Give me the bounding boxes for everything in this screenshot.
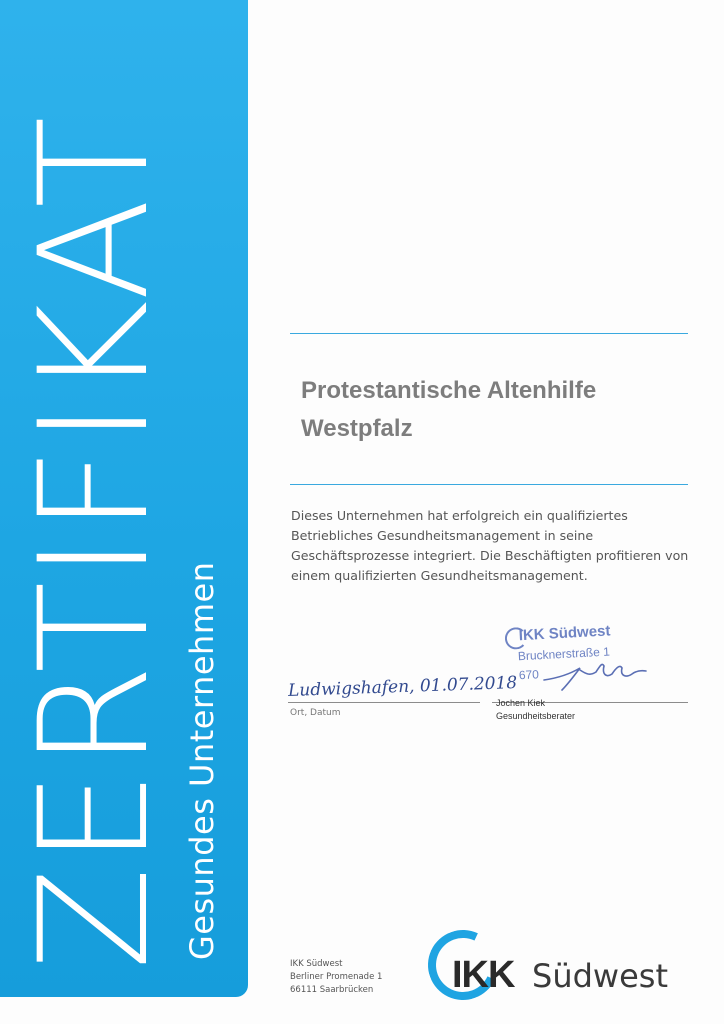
top-divider xyxy=(290,333,688,334)
signer-role: Gesundheitsberater xyxy=(496,711,576,721)
logo-name-text: Südwest xyxy=(532,957,668,995)
logo-ikk-text: IKK xyxy=(452,954,515,996)
middle-divider xyxy=(290,484,688,485)
stamp-street: Brucknerstraße 1 xyxy=(517,644,611,664)
certificate-subtitle: Gesundes Unternehmen xyxy=(183,561,221,960)
stamp-brand: IKK Südwest xyxy=(518,622,611,645)
address-line-1: IKK Südwest xyxy=(290,959,343,969)
address-line-3: 66111 Saarbrücken xyxy=(290,985,374,995)
handwritten-signature xyxy=(540,654,650,694)
signer-name: Jochen Kiek xyxy=(496,698,546,708)
recipient-line-1: Protestantische Altenhilfe xyxy=(301,377,597,404)
place-date-line xyxy=(288,702,480,703)
stamp-city: 670 xyxy=(518,667,540,683)
certificate-description: Dieses Unternehmen hat erfolgreich ein qualifiziertes Betriebliches Gesundheitsmanagement in seine Geschäftsprozesse integriert. Die Beschäftigten profitieren von einem qualifizierten Gesundheitsmanagement. xyxy=(291,508,689,583)
place-date-label: Ort, Datum xyxy=(290,708,341,718)
ikk-logo xyxy=(428,930,698,1000)
recipient-name xyxy=(301,372,691,448)
place-and-date: Ludwigshafen, 01.07.2018 xyxy=(287,673,518,701)
recipient-line-2: Westpfalz xyxy=(301,415,413,442)
address-line-2: Berliner Promenade 1 xyxy=(290,972,383,982)
issuer-address xyxy=(290,958,382,997)
certificate-title: ZERTIFIKAT xyxy=(8,114,182,970)
title-band xyxy=(0,0,248,997)
